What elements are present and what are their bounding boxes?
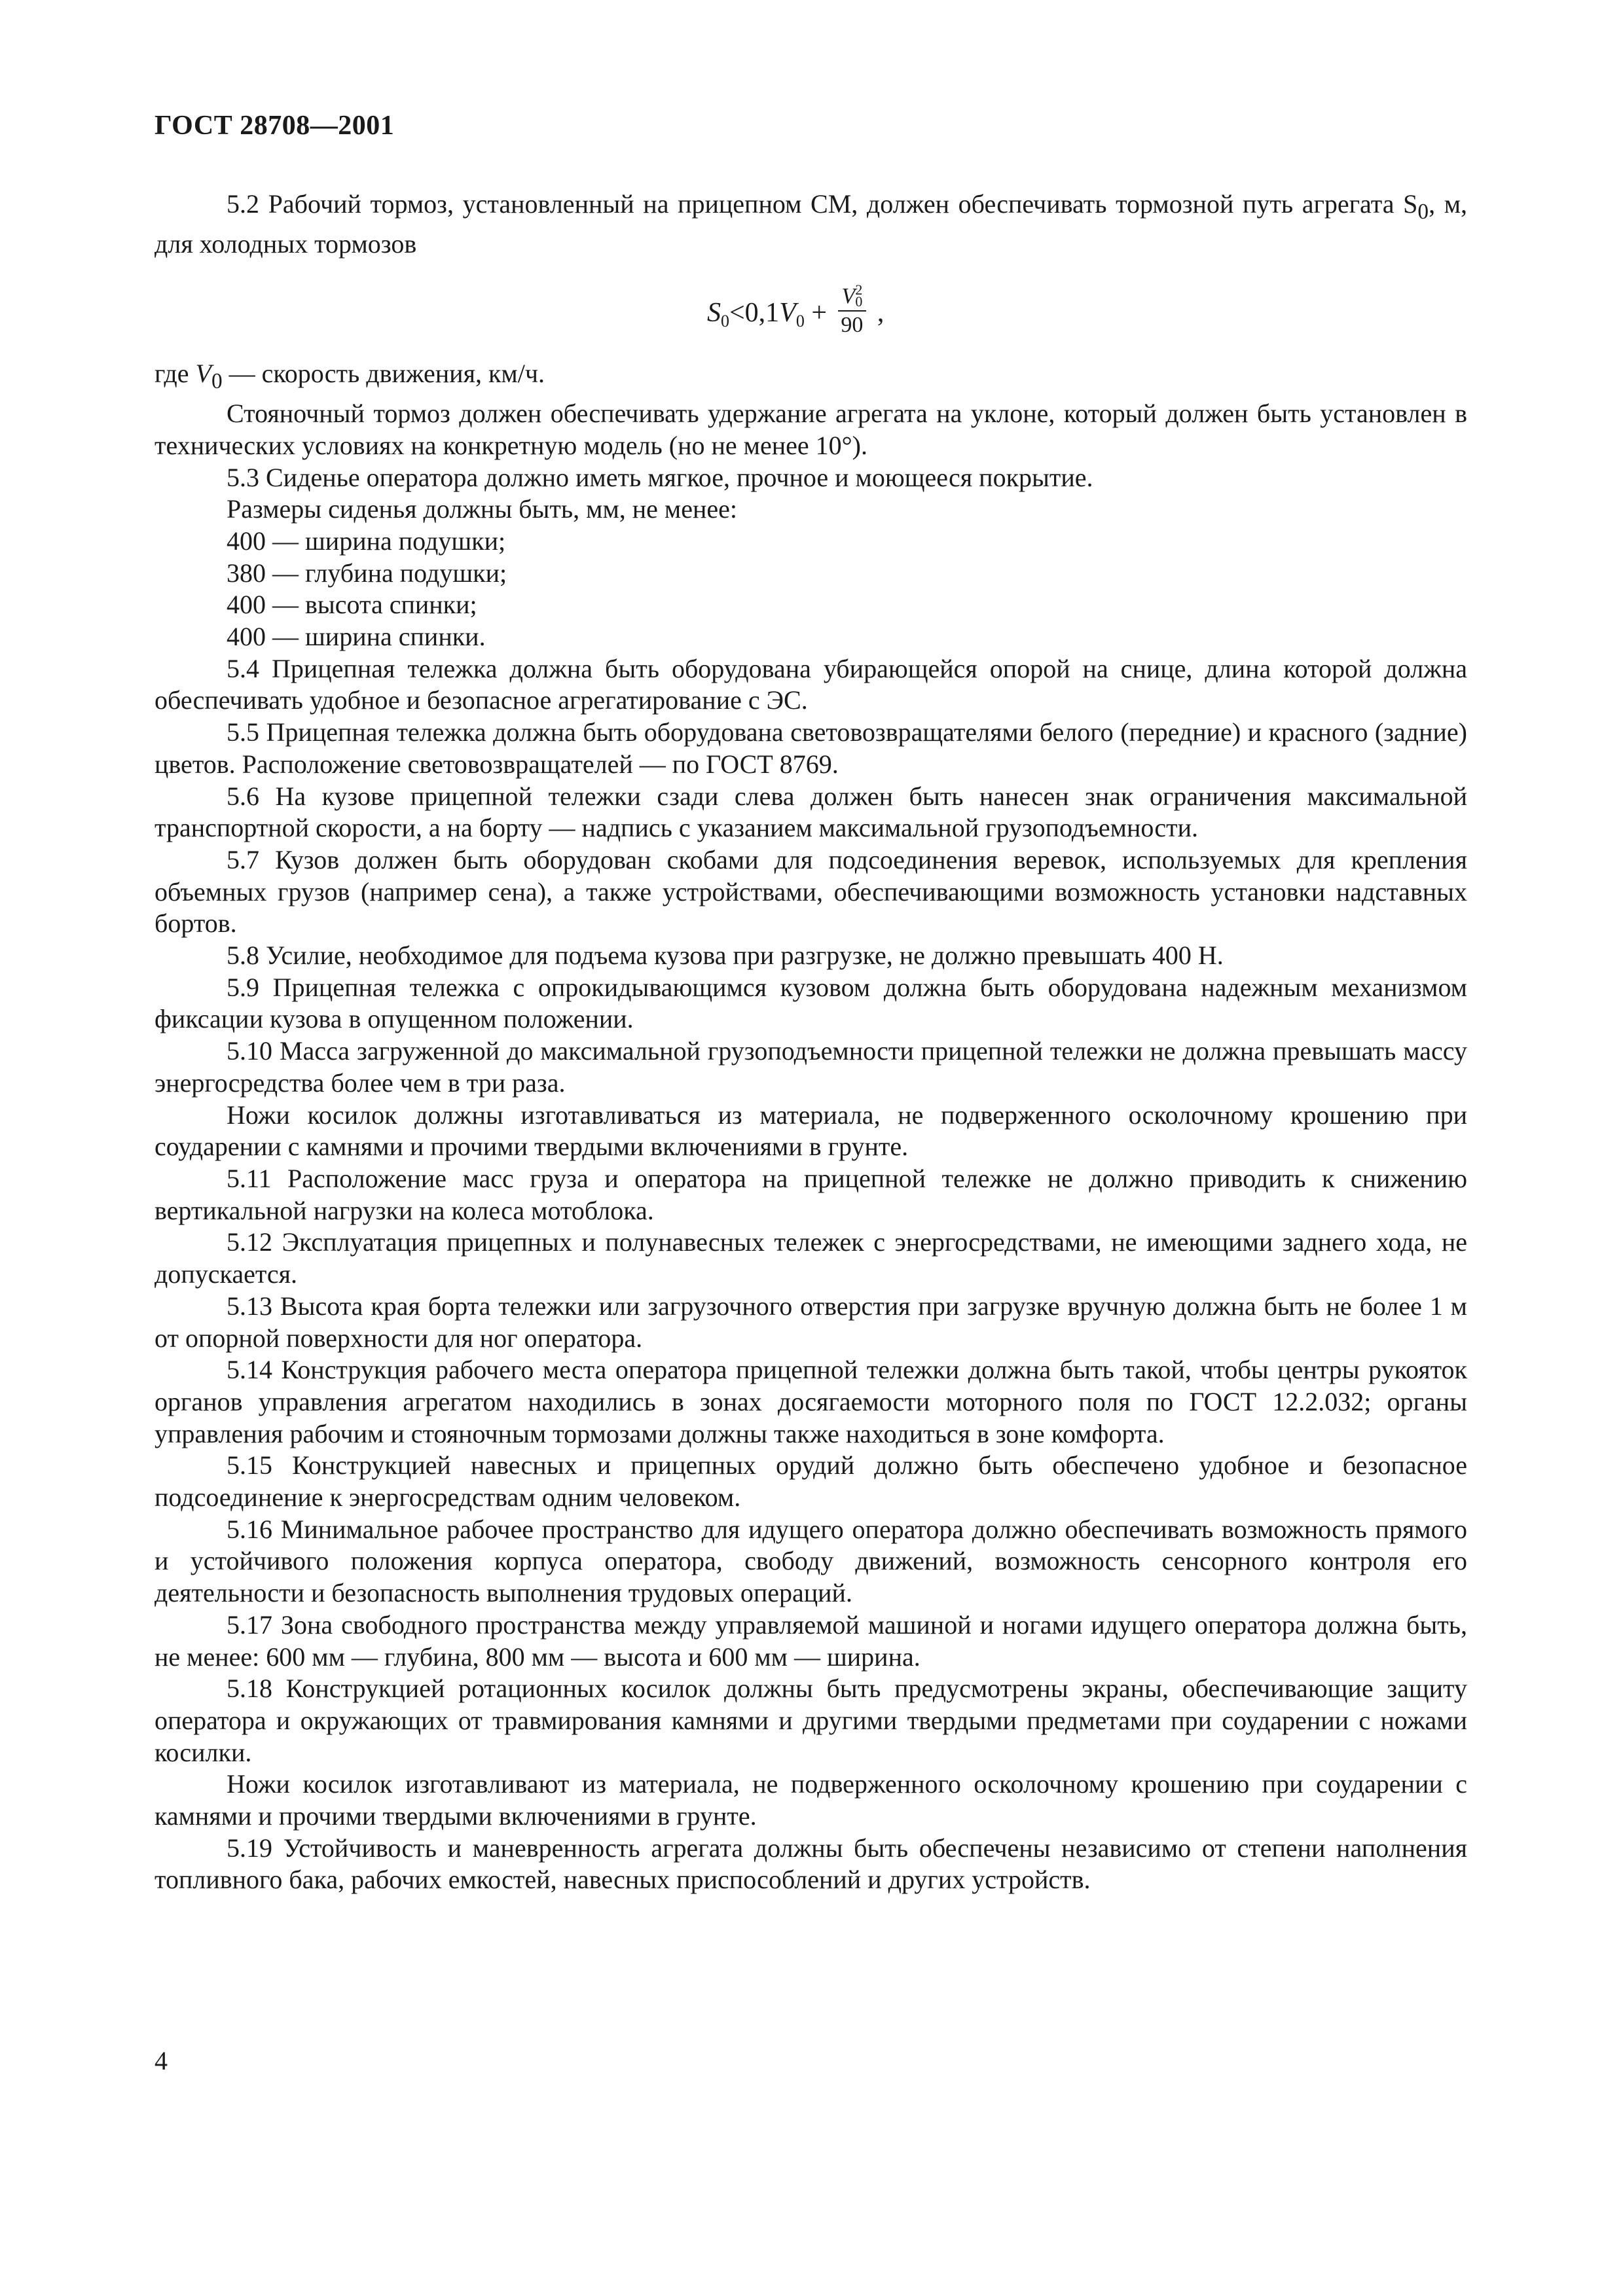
paragraph-5-16: 5.16 Минимальное рабочее пространство для идущего оператора должно обеспечивать возможность прямого и устойчивого положения корпуса оператора, свободу движений, возможность сенсорного контроля его деятельности и безопасность выполнения трудовых операций. [155, 1514, 1467, 1608]
paragraph-5-8: 5.8 Усилие, необходимое для подъема кузова при разгрузке, не должно превышать 400 Н. [227, 941, 1224, 971]
seat-dim-item: 400 — высота спинки; [227, 590, 477, 620]
paragraph-5-6: 5.6 На кузове прицепной тележки сзади слева должен быть нанесен знак ограничения максимальной транспортной скорости, а на борту — надпись с указанием максимальной грузоподъемности. [155, 781, 1467, 843]
seat-dim-item: 380 — глубина подушки; [227, 558, 507, 588]
paragraph-5-5: 5.5 Прицепная тележка должна быть оборудована световозвращателями белого (передние) и красного (задние) цветов. Расположение световозвращателей — по ГОСТ 8769. [155, 717, 1467, 779]
paragraph-5-19: 5.19 Устойчивость и маневренность агрегата должны быть обеспечены независимо от степени наполнения топливного бака, рабочих емкостей, навесных приспособлений и других устройств. [155, 1833, 1467, 1895]
formula-fraction [838, 283, 867, 338]
paragraph-5-9: 5.9 Прицепная тележка с опрокидывающимся кузовом должна быть оборудована надежным механизмом фиксации кузова в опущенном положении. [155, 972, 1467, 1034]
paragraph-5-4: 5.4 Прицепная тележка должна быть оборудована убирающейся опорой на сницe, длина которой должна обеспечивать удобное и безопасное агрегатирование с ЭС. [155, 653, 1467, 715]
paragraph-5-2: 5.2 Рабочий тормоз, установленный на прицепном СМ, должен обеспечивать тормозной путь агрегата $S_0$, м, для холодных тормозов [155, 189, 1468, 259]
paragraph-5-10: 5.10 Масса загруженной до максимальной грузоподъемности прицепной тележки не должна превышать массу энергосредства более чем в три раза. [155, 1036, 1467, 1098]
document-header: ГОСТ 28708—2001 [155, 111, 395, 141]
document-body [155, 188, 1467, 1896]
paragraph-5-7: 5.7 Кузов должен быть оборудован скобами для подсоединения веревок, используемых для крепления объемных грузов (например сена), а также устройствами, обеспечивающими возможность установки надставных бортов. [155, 844, 1467, 939]
paragraph-5-13: 5.13 Высота края борта тележки или загрузочного отверстия при загрузке вручную должна быть не более 1 м от опорной поверхности для ног оператора. [155, 1291, 1467, 1353]
seat-dims-intro: Размеры сиденья должны быть, мм, не менее: [227, 494, 738, 524]
paragraph-5-3: 5.3 Сиденье оператора должно иметь мягкое, прочное и моющееся покрытие. [227, 462, 1093, 492]
page-number: 4 [155, 2046, 168, 2075]
paragraph-5-14: 5.14 Конструкция рабочего места оператора прицепной тележки должна быть такой, чтобы центры рукояток органов управления агрегатом находились в зонах досягаемости моторного поля по ГОСТ 12.2.032; органы управления рабочим и стояночным тормозами должны также находиться в зоне комфорта. [155, 1355, 1467, 1448]
paragraph-mower-knives-2: Ножи косилок изготавливают из материала, не подверженного осколочному крошению при соударении с камнями и прочими твердыми включениями в грунте. [155, 1769, 1467, 1831]
paragraph-5-18: 5.18 Конструкцией ротационных косилок должны быть предусмотрены экраны, обеспечивающие защиту оператора и окружающих от травмирования камнями и другими твердыми предметами при соударении с ножами косилки. [155, 1674, 1467, 1767]
paragraph-5-17: 5.17 Зона свободного пространства между управляемой машиной и ногами идущего оператора должна быть, не менее: 600 мм — глубина, 800 мм — высота и 600 мм — ширина. [155, 1609, 1467, 1672]
seat-dim-item: 400 — ширина спинки. [227, 622, 486, 652]
paragraph-5-12: 5.12 Эксплуатация прицепных и полунавесных тележек с энергосредствами, не имеющими заднего хода, не допускается. [155, 1227, 1467, 1289]
formula-where: где $V_0$ — скорость движения, км/ч. [155, 359, 545, 394]
paragraph-mower-knives: Ножи косилок должны изготавливаться из материала, не подверженного осколочному крошению при соударении с камнями и прочими твердыми включениями в грунте. [155, 1100, 1467, 1162]
braking-formula [155, 260, 1467, 358]
paragraph-5-11: 5.11 Расположение масс груза и оператора на прицепной тележке не должно приводить к снижению вертикальной нагрузки на колеса мотоблока. [155, 1163, 1467, 1225]
formula-expression: $S_0<0,1V_0$ + V2 0 90 , [707, 287, 884, 342]
fraction-numerator: V2 0 [838, 283, 867, 311]
paragraph-parking-brake: Стояночный тормоз должен обеспечивать удержание агрегата на уклоне, который должен быть установлен в технических условиях на конкретную модель (но не менее 10°). [155, 399, 1467, 460]
seat-dim-item: 400 — ширина подушки; [227, 526, 506, 556]
fraction-denominator: 90 [841, 312, 864, 337]
paragraph-5-15: 5.15 Конструкцией навесных и прицепных орудий должно быть обеспечено удобное и безопасное подсоединение к энергосредствам одним человеком. [155, 1450, 1467, 1513]
